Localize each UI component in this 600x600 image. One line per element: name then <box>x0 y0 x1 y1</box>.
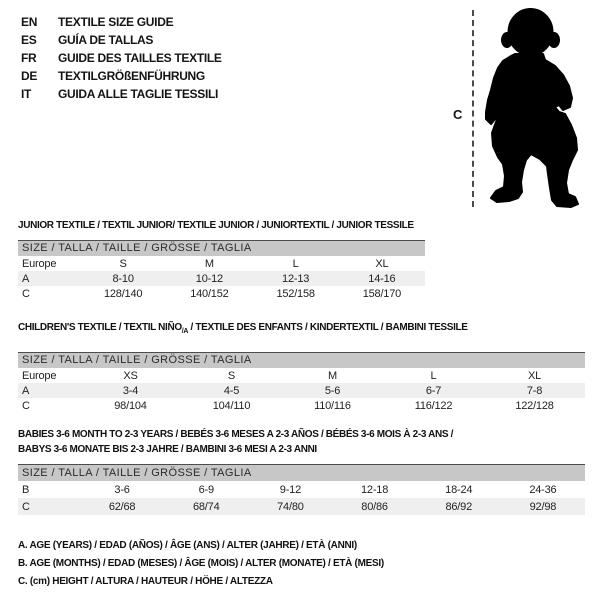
table-cell: 10-12 <box>195 272 223 285</box>
language-list <box>21 13 222 103</box>
table-row <box>18 383 585 398</box>
table-row <box>18 398 585 413</box>
row-label: Europe <box>22 369 57 382</box>
junior-size-table <box>18 240 425 301</box>
table-row <box>18 481 585 498</box>
table-cell: 74/80 <box>277 500 304 513</box>
children-size-table <box>18 352 585 413</box>
table-cell: S <box>119 257 127 270</box>
table-cell: M <box>328 369 337 382</box>
table-row <box>18 286 425 301</box>
children-title-subscript: /A <box>181 328 189 335</box>
language-label: TEXTILGRÖßENFÜHRUNG <box>58 69 205 83</box>
language-row <box>21 13 222 31</box>
table-header-bar: SIZE / TALLA / TAILLE / GRÖSSE / TAGLIA <box>18 465 585 481</box>
table-header-bar: SIZE / TALLA / TAILLE / GRÖSSE / TAGLIA <box>18 353 585 368</box>
height-measure-dashed-line <box>472 10 474 207</box>
row-label: A <box>22 272 30 285</box>
children-title-text: / TEXTILE DES ENFANTS / KINDERTEXTIL / BAMBINI TESSILE <box>188 322 468 333</box>
babies-title-line1: BABIES 3-6 MONTH TO 2-3 YEARS / BEBÉS 3-6 MESES A 2-3 AÑOS / BÉBÉS 3-6 MOIS À 2-3 ANS / <box>18 429 454 440</box>
language-label: GUIDA ALLE TAGLIE TESSILI <box>58 87 219 101</box>
table-cell: 110/116 <box>314 399 351 412</box>
table-cell: 4-5 <box>223 384 240 397</box>
row-label: Europe <box>22 257 57 270</box>
table-cell: 128/140 <box>103 287 143 300</box>
table-cell: XL <box>375 257 389 270</box>
language-code: IT <box>21 87 32 101</box>
toddler-silhouette-icon <box>485 8 600 208</box>
table-cell: 92/98 <box>529 500 557 513</box>
table-cell: 24-36 <box>529 483 557 496</box>
language-label: GUIDE DES TAILLES TEXTILE <box>58 51 222 65</box>
table-cell: 152/158 <box>276 287 315 300</box>
table-cell: XS <box>123 369 138 382</box>
table-cell: S <box>227 369 236 382</box>
table-row <box>18 271 425 286</box>
row-label: C <box>22 399 30 412</box>
row-label: C <box>22 287 30 300</box>
table-cell: 12-13 <box>282 272 310 285</box>
height-measure-label: C <box>453 107 463 122</box>
table-cell: 5-6 <box>324 384 341 397</box>
table-cell: 6-7 <box>425 384 442 397</box>
table-header-bar: SIZE / TALLA / TAILLE / GRÖSSE / TAGLIA <box>18 241 425 256</box>
babies-title-line2: BABYS 3-6 MONATE BIS 2-3 JAHRE / BAMBINI 3-6 MESI A 2-3 ANNI <box>18 444 317 455</box>
table-cell: XL <box>527 369 542 382</box>
language-row <box>21 31 222 49</box>
table-cell: 98/104 <box>114 399 147 412</box>
table-row <box>18 368 585 383</box>
legend-notes <box>18 537 384 591</box>
language-code: ES <box>21 33 37 47</box>
language-code: FR <box>21 51 37 65</box>
table-cell: 104/110 <box>212 399 251 412</box>
table-cell: 122/128 <box>515 399 554 412</box>
table-cell: 140/152 <box>190 287 229 300</box>
note-age-months: B. AGE (MONTHS) / EDAD (MESES) / ÂGE (MOIS) / ALTER (MONATE) / ETÀ (MESI) <box>18 558 384 569</box>
language-row <box>21 49 222 67</box>
language-row <box>21 67 222 85</box>
children-title-text: CHILDREN'S TEXTILE / TEXTIL NIÑO <box>18 322 182 333</box>
babies-section-title <box>18 427 453 457</box>
note-age-years: A. AGE (YEARS) / EDAD (AÑOS) / ÂGE (ANS) / ALTER (JAHRE) / ETÀ (ANNI) <box>18 540 357 551</box>
table-cell: 3-6 <box>114 483 130 496</box>
table-cell: 62/68 <box>108 500 136 513</box>
table-cell: 8-10 <box>112 272 134 285</box>
table-cell: 9-12 <box>279 483 302 496</box>
note-height-cm: C. (cm) HEIGHT / ALTURA / HAUTEUR / HÖHE / ALTEZZA <box>18 576 273 587</box>
table-cell: L <box>430 369 437 382</box>
table-cell: 68/74 <box>192 500 220 513</box>
table-cell: 12-18 <box>361 483 389 496</box>
language-label: GUÍA DE TALLAS <box>58 33 154 47</box>
table-cell: 6-9 <box>198 483 214 496</box>
row-label: C <box>22 500 30 513</box>
language-code: DE <box>21 69 38 83</box>
table-cell: 3-4 <box>122 384 139 397</box>
children-section-title <box>18 322 468 335</box>
table-cell: 14-16 <box>368 272 396 285</box>
row-label: B <box>22 483 30 496</box>
babies-size-table <box>18 464 585 515</box>
language-row <box>21 85 222 103</box>
junior-section-title: JUNIOR TEXTILE / TEXTIL JUNIOR/ TEXTILE JUNIOR / JUNIORTEXTIL / JUNIOR TESSILE <box>18 220 414 231</box>
table-cell: M <box>204 257 214 270</box>
table-cell: 80/86 <box>361 500 388 513</box>
row-label: A <box>22 384 30 397</box>
table-cell: 86/92 <box>445 500 472 513</box>
table-cell: 158/170 <box>362 287 402 300</box>
table-cell: L <box>292 257 299 270</box>
language-label: TEXTILE SIZE GUIDE <box>58 15 174 29</box>
table-cell: 116/122 <box>414 399 453 412</box>
language-code: EN <box>21 15 38 29</box>
table-cell: 18-24 <box>445 483 473 496</box>
table-row <box>18 498 585 515</box>
table-cell: 7-8 <box>526 384 543 397</box>
table-row <box>18 256 425 271</box>
